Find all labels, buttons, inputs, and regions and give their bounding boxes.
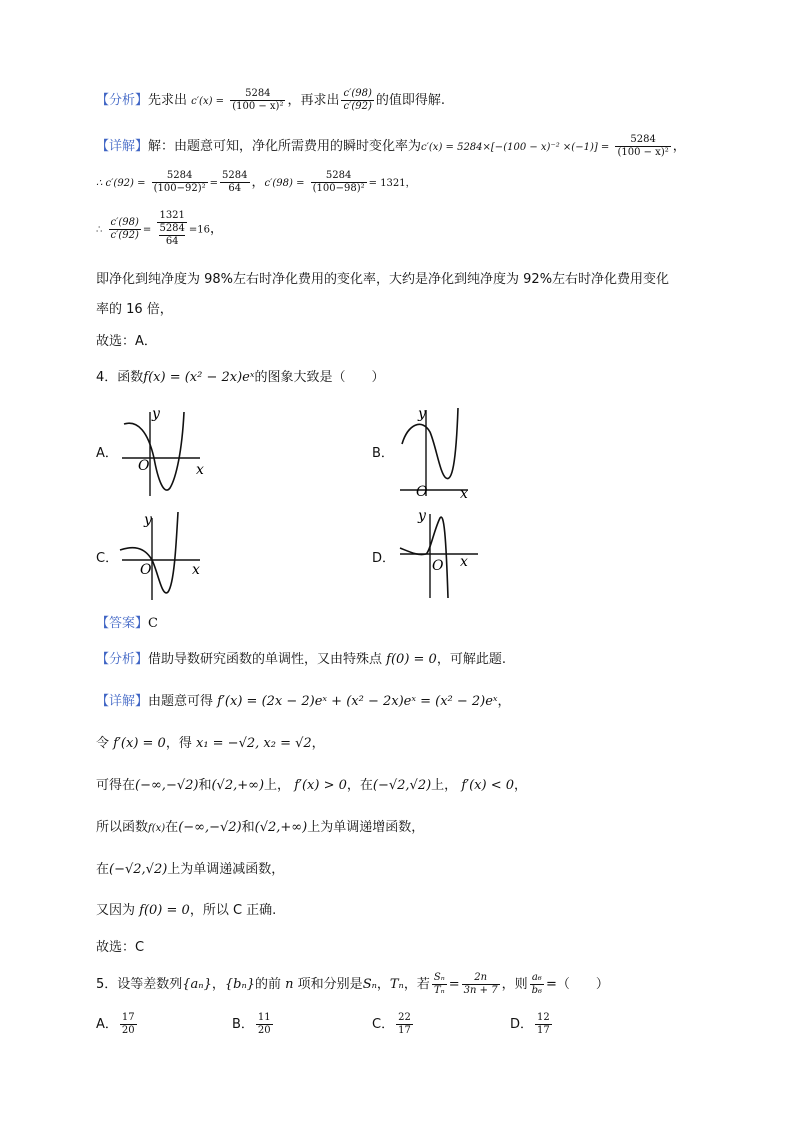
svg-text:y: y: [144, 512, 152, 528]
choice-line-1: 故选：A．: [96, 334, 157, 349]
paragraph-line-2: 率的 16 倍，: [96, 302, 173, 317]
fraction: $\frac{5284}{\text{(100−92)²}}$: [153, 170, 206, 194]
graph-option-a: [118, 402, 208, 498]
detail-tag: 【详解】: [96, 139, 149, 154]
analysis-line-2: 【分析】借助导数研究函数的单调性，又由特殊点 f(0) = 0，可解此题.: [96, 652, 506, 667]
paragraph-line-1: 即净化到纯净度为 98%左右时净化费用的变化率，大约是净化到纯净度为 92%左右时净化费用变化: [96, 272, 670, 287]
choice-line-2: 故选：C: [96, 940, 145, 955]
svg-text:O: O: [140, 562, 152, 578]
fraction: $\frac{\text{Sₙ}}{\text{Tₙ}}$: [433, 972, 445, 996]
q5-option-a: A． $\frac{17}{20}$: [96, 1012, 135, 1036]
step-line-3: 所以函数f(x)在(−∞,−√2)和(√2,+∞)上为单调递增函数，: [96, 820, 425, 835]
svg-text:y: y: [418, 508, 426, 524]
graph-option-b: [396, 404, 486, 500]
answer-tag: 【答案】: [96, 616, 149, 631]
step-line-2: 可得在(−∞,−√2)和(√2,+∞)上， f′(x) > 0，在(−√2,√2)上， f′(x) < 0，: [96, 778, 528, 793]
analysis-tag: 【分析】: [96, 93, 149, 108]
fraction: $\frac{5284}{\text{(100 − x)²}}$: [617, 134, 669, 158]
option-c-label: C．: [96, 551, 119, 566]
svg-text:O: O: [138, 458, 150, 474]
svg-text:O: O: [416, 484, 428, 500]
svg-text:x: x: [196, 462, 204, 478]
fraction: $\frac{5284}{64}$: [222, 170, 248, 194]
detail-line-1: 【详解】解：由题意可知，净化所需费用的瞬时变化率为c′(x) = 5284×[−(100 − x)⁻² ×(−1)] = $\frac{5284}{\text{(100 − x)²}}$ ，: [96, 134, 686, 158]
question-5: 5．设等差数列{aₙ}，{bₙ}的前 n 项和分别是Sₙ，Tₙ，若 $\frac{\text{Sₙ}}{\text{Tₙ}}$ = $\frac{2n}{3n + 7}$ ，则 $\frac{\text{a₆}}{\text{b₆}}$ =（ ）: [96, 972, 609, 996]
svg-text:O: O: [432, 558, 444, 574]
detail-line-2: 【详解】由题意可得 f′(x) = (2x − 2)eˣ + (x² − 2x)eˣ = (x² − 2)eˣ，: [96, 694, 511, 709]
fraction: $\frac{c'(98)}{c'(92)}$: [110, 216, 139, 241]
svg-text:x: x: [460, 554, 468, 570]
calc-line-1: ∴ c′(92) = $\frac{5284}{\text{(100−92)²}}$ = $\frac{5284}{64}$ ，c′(98) = $\frac{5284}{\text{(100−98)²}}$ = 1321，: [96, 170, 416, 194]
q5-option-b: B． $\frac{11}{20}$: [232, 1012, 271, 1036]
detail-tag: 【详解】: [96, 694, 149, 709]
graph-option-c: [118, 508, 208, 604]
question-4: 4．函数f(x) = (x² − 2x)eˣ的图象大致是（ ）: [96, 370, 385, 385]
option-d-label: D．: [372, 551, 396, 566]
svg-text:y: y: [418, 406, 426, 422]
svg-text:y: y: [152, 406, 160, 422]
svg-text:x: x: [192, 562, 200, 578]
fraction: $\frac{5284}{\text{(100−98)²}}$: [312, 170, 365, 194]
fraction: $\frac{\text{a₆}}{\text{b₆}}$: [531, 972, 543, 996]
analysis-tag: 【分析】: [96, 652, 149, 667]
q5-option-d: D． $\frac{12}{17}$: [510, 1012, 550, 1036]
q5-option-c: C． $\frac{22}{17}$: [372, 1012, 411, 1036]
analysis-line-1: 【分析】先求出 c′(x) = $\frac{5284}{\text{(100 − x)²}}$ ，再求出 $\frac{c'(98)}{c'(92)}$ 的值即得解.: [96, 88, 446, 112]
fraction: $\frac{c'(98)}{c'(92)}$: [343, 88, 372, 112]
svg-text:x: x: [460, 486, 468, 500]
calc-line-2: ∴ $\frac{c'(98)}{c'(92)}$ = 1321 5284 64 =16，: [96, 210, 224, 247]
answer-line: 【答案】C: [96, 616, 158, 631]
nested-fraction: 1321 5284 64: [159, 210, 185, 247]
fraction: $\frac{2n}{3n + 7}$: [463, 972, 498, 996]
graph-option-d: [396, 506, 486, 602]
step-line-1: 令 f′(x) = 0，得 x₁ = −√2, x₂ = √2，: [96, 736, 325, 751]
step-line-4: 在(−√2,√2)上为单调递减函数，: [96, 862, 285, 877]
step-line-5: 又因为 f(0) = 0，所以 C 正确.: [96, 903, 277, 918]
option-a-label: A．: [96, 446, 118, 461]
option-b-label: B．: [372, 446, 394, 461]
fraction: $\frac{5284}{\text{(100 − x)²}}$: [232, 88, 284, 112]
